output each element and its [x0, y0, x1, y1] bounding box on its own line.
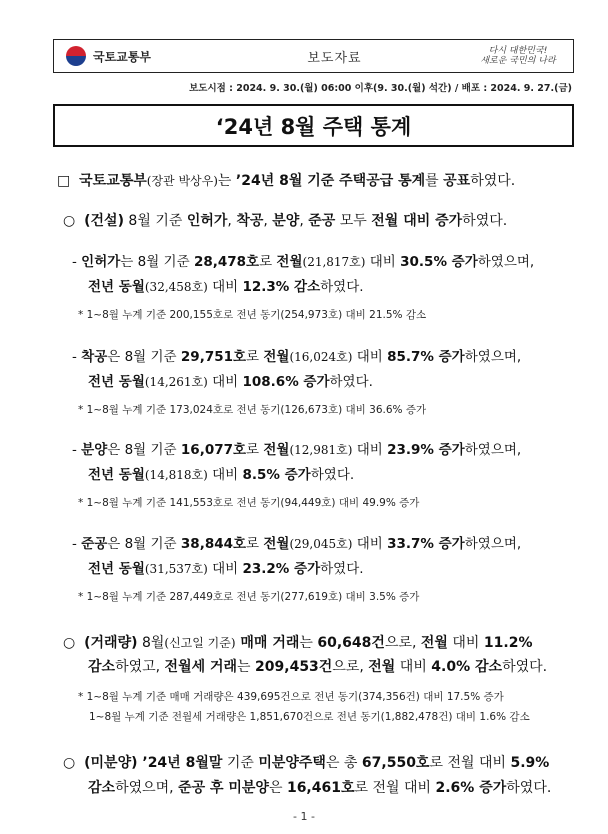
trade-text: 대비: [395, 659, 432, 675]
unsold-bold: 준공 후 미분양: [178, 780, 269, 796]
construction-bold: 준공: [308, 213, 336, 229]
item-t4: 하였으며,: [464, 536, 522, 552]
item-t5: 대비: [207, 374, 243, 390]
item-yoy-change: 23.2% 증가: [242, 561, 321, 577]
construction-bold: 전월 대비 증가: [371, 213, 463, 229]
item-t5: 대비: [207, 467, 243, 483]
intro-subject: 국토교통부: [79, 173, 147, 189]
circle-bullet: ○: [63, 213, 76, 229]
trade-note-2: 1~8월 누계 기준 전월세 거래량은 1,851,670건으로 전년 동기(1,882,478건) 대비 1.6% 감소: [89, 711, 530, 723]
intro-bold-2: 공표: [443, 173, 471, 189]
trade-value: 209,453건: [255, 659, 333, 675]
trade-text: 으로,: [332, 659, 369, 675]
item-t2: 로: [246, 536, 264, 552]
trade-note-1: * 1~8월 누계 기준 매매 거래량은 439,695건으로 전년 동기(374,356건) 대비 17.5% 증가: [78, 691, 504, 703]
unsold-text: 로 전월 대비: [354, 780, 436, 796]
unsold-line-1: [63, 752, 549, 772]
item-t2: 로: [246, 349, 264, 365]
item-line-2: [88, 557, 364, 577]
unsold-value: 16,461호: [286, 780, 355, 796]
intro-bold-1: ’24년 8월 기준 주택공급 통계: [235, 173, 426, 189]
page-number: - 1 -: [293, 810, 315, 823]
item-change: 33.7% 증가: [387, 536, 465, 552]
intro-line: [57, 170, 515, 190]
item-line-1: [72, 438, 521, 458]
item-value: 16,077호: [180, 442, 247, 458]
circle-bullet: ○: [63, 635, 76, 651]
item-note: * 1~8월 누계 기준 173,024호로 전년 동기(126,673호) 대비 36.6% 증가: [78, 404, 427, 416]
item-t4: 하였으며,: [477, 254, 535, 270]
item-t2: 로: [259, 254, 277, 270]
taegeuk-emblem-icon: [66, 46, 86, 66]
item-dash: -: [72, 536, 77, 552]
unsold-change: 감소: [88, 780, 116, 796]
slogan: [463, 46, 573, 66]
item-name: 준공: [81, 536, 108, 552]
item-value: 28,478호: [193, 254, 260, 270]
construction-text: ,: [227, 213, 237, 229]
construction-text: ,: [263, 213, 273, 229]
unsold-value: 67,550호: [361, 755, 430, 771]
item-t5: 대비: [207, 279, 243, 295]
item-note: * 1~8월 누계 기준 200,155호로 전년 동기(254,973호) 대비 21.5% 감소: [78, 309, 427, 321]
item-t1: 은 8월 기준: [107, 442, 181, 458]
item-dash: -: [72, 254, 77, 270]
trade-change: 감소: [88, 659, 116, 675]
item-yoy-prev: (31,537호): [144, 562, 208, 576]
press-release-label: 보도자료: [307, 50, 362, 66]
item-yoy-prev: (14,261호): [144, 375, 208, 389]
unsold-bold: 미분양주택: [258, 755, 326, 771]
item-t6: 하였다.: [320, 561, 364, 577]
item-t4: 하였으며,: [464, 349, 522, 365]
item-prev: (29,045호): [289, 537, 353, 551]
intro-text: 하였다.: [470, 173, 516, 189]
ministry-logo: [54, 46, 206, 66]
item-line-2: [88, 370, 373, 390]
item-t3: 대비: [352, 442, 388, 458]
document-title: [53, 104, 574, 147]
item-yoy-label: 전년 동월: [88, 467, 145, 483]
square-bullet: □: [57, 173, 71, 189]
release-info: 보도시점 : 2024. 9. 30.(월) 06:00 이후(9. 30.(월) 석간) / 배포 : 2024. 9. 27.(금): [189, 83, 572, 94]
item-change: 23.9% 증가: [387, 442, 465, 458]
item-prev: (21,817호): [302, 255, 366, 269]
trade-text: 8월: [137, 635, 165, 651]
item-t1: 은 8월 기준: [107, 349, 181, 365]
item-note: * 1~8월 누계 기준 287,449호로 전년 동기(277,619호) 대비 3.5% 증가: [78, 591, 420, 603]
item-value: 38,844호: [180, 536, 247, 552]
item-line-1: [72, 345, 521, 365]
item-t2: 로: [246, 442, 264, 458]
trade-text: 는: [237, 659, 256, 675]
item-line-2: [88, 275, 364, 295]
intro-text: 를: [425, 173, 444, 189]
item-yoy-label: 전년 동월: [88, 374, 145, 390]
slogan-line-1: 다시 대한민국!: [488, 46, 548, 56]
unsold-change: 2.6% 증가: [435, 780, 507, 796]
trade-bold: 매매 거래: [235, 635, 300, 651]
trade-text: (신고일 기준): [164, 636, 236, 650]
item-yoy-change: 8.5% 증가: [242, 467, 311, 483]
construction-text: 8월 기준: [123, 213, 187, 229]
construction-bold: 분양: [272, 213, 300, 229]
item-note: * 1~8월 누계 기준 141,553호로 전년 동기(94,449호) 대비 49.9% 증가: [78, 497, 420, 509]
item-line-1: [72, 532, 521, 552]
item-change: 85.7% 증가: [387, 349, 465, 365]
construction-bold: 인허가: [186, 213, 228, 229]
trade-text: 으로,: [384, 635, 421, 651]
item-prev-label: 전월: [263, 536, 290, 552]
trade-text: 하였다.: [502, 659, 548, 675]
item-name: 인허가: [81, 254, 121, 270]
item-t6: 하였다.: [320, 279, 364, 295]
item-yoy-prev: (32,458호): [144, 280, 208, 294]
item-t3: 대비: [352, 349, 388, 365]
unsold-bold: ’24년 8월말: [137, 755, 223, 771]
trade-change: 4.0% 감소: [431, 659, 503, 675]
unsold-text: 하였다.: [506, 780, 552, 796]
item-name: 착공: [81, 349, 108, 365]
item-yoy-label: 전년 동월: [88, 279, 145, 295]
trade-bold: 전월: [420, 635, 448, 651]
construction-head: (건설): [84, 213, 124, 229]
ministry-name: 국토교통부: [93, 49, 151, 64]
trade-change: 11.2%: [483, 635, 533, 651]
item-prev: (12,981호): [289, 443, 353, 457]
item-t1: 은 8월 기준: [107, 536, 181, 552]
item-yoy-prev: (14,818호): [144, 468, 208, 482]
press-header: [53, 39, 574, 73]
unsold-change: 5.9%: [510, 755, 550, 771]
item-t1: 는 8월 기준: [120, 254, 194, 270]
construction-text: 하였다.: [462, 213, 508, 229]
construction-text: 모두: [335, 213, 372, 229]
item-prev-label: 전월: [263, 442, 290, 458]
item-t6: 하였다.: [310, 467, 355, 483]
trade-bold: 전월: [368, 659, 396, 675]
circle-bullet: ○: [63, 755, 76, 771]
unsold-head: (미분양): [84, 755, 138, 771]
unsold-text: 은 총: [325, 755, 362, 771]
item-prev-label: 전월: [263, 349, 290, 365]
item-line-2: [88, 463, 354, 483]
item-prev: (16,024호): [289, 350, 353, 364]
intro-minister: (장관 박상우): [146, 174, 218, 188]
item-dash: -: [72, 442, 77, 458]
item-yoy-label: 전년 동월: [88, 561, 145, 577]
intro-text: 는: [217, 173, 236, 189]
item-name: 분양: [81, 442, 108, 458]
unsold-line-2: [88, 777, 551, 797]
item-t3: 대비: [352, 536, 388, 552]
item-t5: 대비: [207, 561, 243, 577]
trade-text: 는: [299, 635, 318, 651]
item-t4: 하였으며,: [464, 442, 522, 458]
item-prev-label: 전월: [276, 254, 303, 270]
item-yoy-change: 12.3% 감소: [242, 279, 321, 295]
trade-line-2: [88, 656, 547, 676]
trade-text: 하였고,: [115, 659, 165, 675]
slogan-line-2: 새로운 국민의 나라: [480, 56, 556, 66]
construction-bold: 착공: [236, 213, 264, 229]
item-line-1: [72, 250, 534, 270]
item-yoy-change: 108.6% 증가: [242, 374, 330, 390]
trade-value: 60,648건: [317, 635, 385, 651]
item-value: 29,751호: [180, 349, 247, 365]
item-t3: 대비: [365, 254, 401, 270]
trade-bold: 전월세 거래: [164, 659, 238, 675]
unsold-text: 은: [268, 780, 287, 796]
unsold-text: 기준: [222, 755, 259, 771]
item-dash: -: [72, 349, 77, 365]
construction-text: ,: [299, 213, 309, 229]
unsold-text: 하였으며,: [115, 780, 179, 796]
trade-line-1: [63, 632, 532, 652]
item-t6: 하였다.: [329, 374, 373, 390]
title-text: ‘24년 8월 주택 통계: [215, 114, 412, 139]
construction-line: [63, 210, 507, 230]
trade-head: (거래량): [84, 635, 138, 651]
trade-text: 대비: [447, 635, 484, 651]
unsold-text: 로 전월 대비: [429, 755, 511, 771]
item-change: 30.5% 증가: [400, 254, 478, 270]
